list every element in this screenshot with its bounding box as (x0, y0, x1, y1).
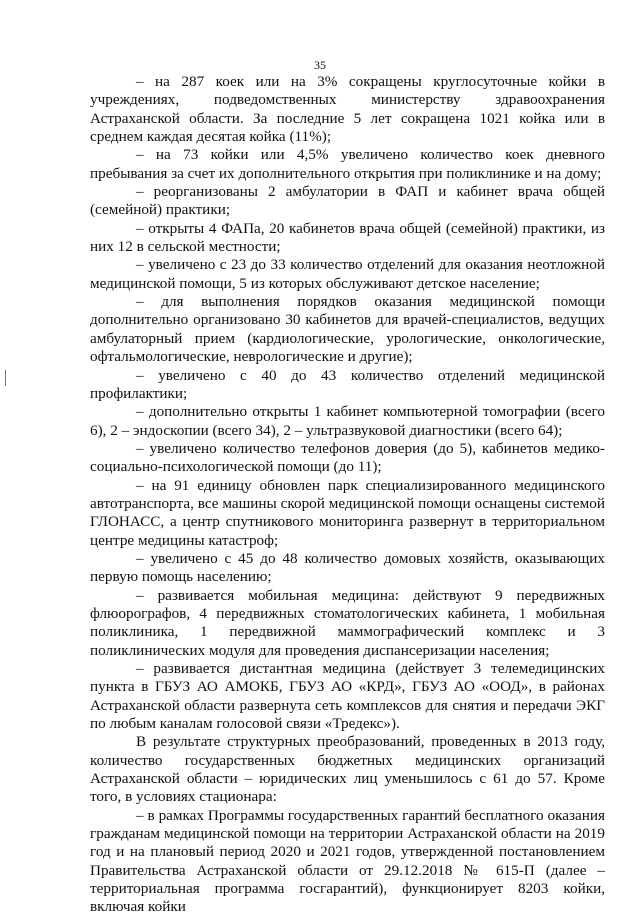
paragraph: – увеличено количество телефонов доверия (до 5), кабинетов медико-социально-психологической помощи (до 11); (90, 439, 605, 476)
paragraph: – увеличено с 45 до 48 количество домовых хозяйств, оказывающих первую помощь населению; (90, 549, 605, 586)
scan-artifact (5, 370, 6, 386)
paragraph: – увеличено с 23 до 33 количество отделений для оказания неотложной медицинской помощи, 5 из которых обслуживают детское население; (90, 256, 605, 292)
paragraph: – открыты 4 ФАПа, 20 кабинетов врача общей (семейной) практики, из них 12 в сельской местности; (90, 219, 605, 256)
paragraph: – дополнительно открыты 1 кабинет компьютерной томографии (всего 6), 2 – эндоскопии (всего 34), 2 – ультразвуковой диагностики (всего 64); (90, 403, 605, 439)
paragraph: – для выполнения порядков оказания медицинской помощи дополнительно организовано 30 кабинетов для врачей-специалистов, ведущих амбулаторный прием (кардиологические, урологические, онкологические, офтальмологические, неврологические и другие); (90, 293, 605, 366)
paragraph: – увеличено с 40 до 43 количество отделений медицинской профилактики; (90, 366, 605, 402)
paragraph: В результате структурных преобразований, проведенных в 2013 году, количество государственных бюджетных медицинских организаций Астраханской области – юридических лиц уменьшилось с 61 до 57. Кроме того, в условиях стационара: (90, 733, 605, 806)
paragraph: – развивается мобильная медицина: действуют 9 передвижных флюорографов, 4 передвижных стоматологических кабинета, 1 мобильная поликлиника, 1 передвижной маммографический комплекс и 3 поликлинических модуля для проведения диспансеризации населения; (90, 586, 605, 659)
paragraph: – в рамках Программы государственных гарантий бесплатного оказания гражданам медицинской помощи на территории Астраханской области на 2019 год и на плановый период 2020 и 2021 годов, утвержденной постановлением Правительства Астраханской области от 29.12.2018 № 615-П (далее – территориальная программа госгарантий), функционирует 8203 койки, включая койки (90, 806, 605, 916)
paragraph: – на 287 коек или на 3% сокращены круглосуточные койки в учреждениях, подведомственных министерству здравоохранения Астраханской области. За последние 5 лет сокращена 1021 койка или в среднем каждая десятая койка (11%); (90, 73, 605, 146)
paragraph: – на 91 единицу обновлен парк специализированного медицинского автотранспорта, все машины скорой медицинской помощи оснащены системой ГЛОНАСС, а центр спутникового мониторинга развернут в территориальном центре медицины катастроф; (90, 476, 605, 549)
document-body (90, 73, 605, 917)
page-number: 35 (314, 58, 326, 72)
paragraph: – на 73 койки или 4,5% увеличено количество коек дневного пребывания за счет их дополнительного открытия при поликлинике и на дому; (90, 146, 605, 182)
paragraph: – развивается дистантная медицина (действует 3 телемедицинских пункта в ГБУЗ АО АМОКБ, ГБУЗ АО «КРД», ГБУЗ АО «ООД», в районах Астраханской области развернута сеть комплексов для снятия и передачи ЭКГ по любым каналам голосовой связи «Тредекс»). (90, 660, 605, 733)
paragraph: – реорганизованы 2 амбулатории в ФАП и кабинет врача общей (семейной) практики; (90, 183, 605, 219)
